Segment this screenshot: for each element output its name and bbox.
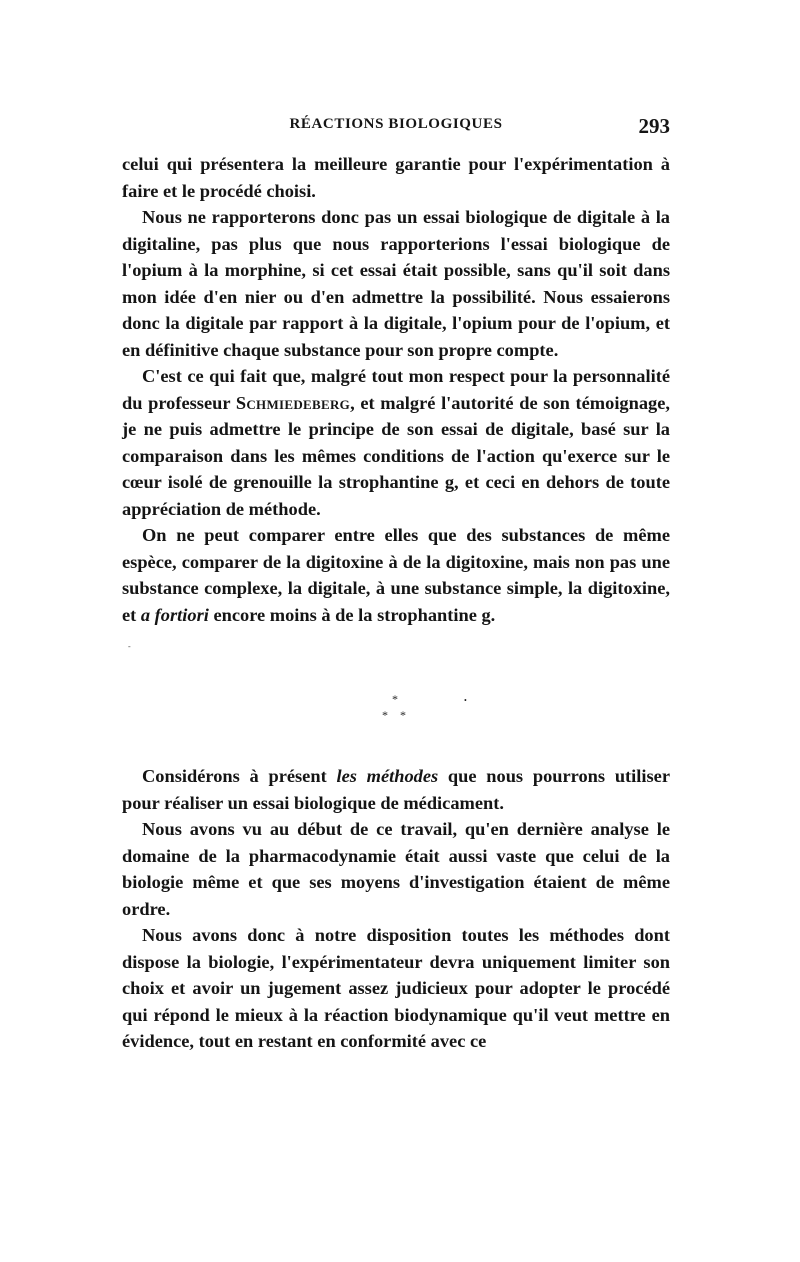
paragraph	[122, 763, 670, 816]
print-fleck: -	[128, 642, 131, 651]
paragraph	[122, 522, 670, 628]
print-dot: •	[464, 696, 467, 705]
page-number: 293	[638, 114, 670, 138]
running-head	[122, 114, 670, 140]
paragraph-text: , et malgré l'autorité de son témoignage, je ne puis admettre le principe de son essai de digitale, basé sur la comparaison dans les mêmes conditions de l'action qu'exerce sur le cœur isolé de grenouille la strophantine g, et ceci en dehors de toute appréciation de méthode.	[122, 392, 670, 519]
author-name: Schmiedeberg	[235, 392, 351, 413]
asterism-star: *	[382, 708, 388, 722]
paragraph: Nous ne rapporterons donc pas un essai biologique de digitale à la digitaline, pas plus que nous rapporterions l'essai biologique de l'opium à la morphine, si cet essai était possible, sans qu'il soit dans mon idée d'en nier ou d'en admettre la possibilité. Nous essaierons donc la digitale par rapport à la digitale, l'opium pour de l'opium, et en définitive chaque substance pour son propre compte.	[122, 207, 670, 360]
text-section-1	[122, 151, 670, 628]
text-section-2	[122, 763, 670, 1055]
paragraph-continuation: celui qui présentera la meilleure garantie pour l'expérimentation à faire et le procédé choisi.	[122, 154, 670, 201]
italic-phrase: les méthodes	[336, 766, 439, 786]
paragraph: Nous avons donc à notre disposition toutes les méthodes dont dispose la biologie, l'expérimentateur devra uniquement limiter son choix et avoir un jugement assez judicieux pour adopter le procédé qui répond le mieux à la réaction biodynamique qu'il veut mettre en évidence, tout en restant en conformité avec ce	[122, 925, 670, 1051]
paragraph-text: C'est ce qui fait que, malgré tout mon respect pour la personnalité du professeur	[122, 366, 670, 413]
paragraph	[122, 363, 670, 522]
paragraph-text: encore moins à de la strophantine g.	[208, 604, 496, 625]
running-title: RÉACTIONS BIOLOGIQUES	[289, 116, 503, 132]
paragraph-text: que nous pourrons utiliser pour réaliser un essai biologique de médicament.	[122, 766, 670, 813]
asterism-star: *	[400, 708, 406, 722]
paragraph-text: Considérons à présent	[142, 766, 337, 786]
section-break-asterism	[372, 692, 467, 728]
asterism-star: *	[392, 692, 398, 706]
paragraph-text: On ne peut comparer entre elles que des substances de même espèce, comparer de la digitoxine à de la digitoxine, mais non pas une substance complexe, la digitale, à une substance simple, la digitoxine, et	[122, 525, 670, 625]
paragraph: Nous avons vu au début de ce travail, qu'en dernière analyse le domaine de la pharmacodynamie était aussi vaste que celui de la biologie même et que ses moyens d'investigation étaient de même ordre.	[122, 819, 670, 919]
italic-phrase: a fortiori	[140, 604, 209, 625]
